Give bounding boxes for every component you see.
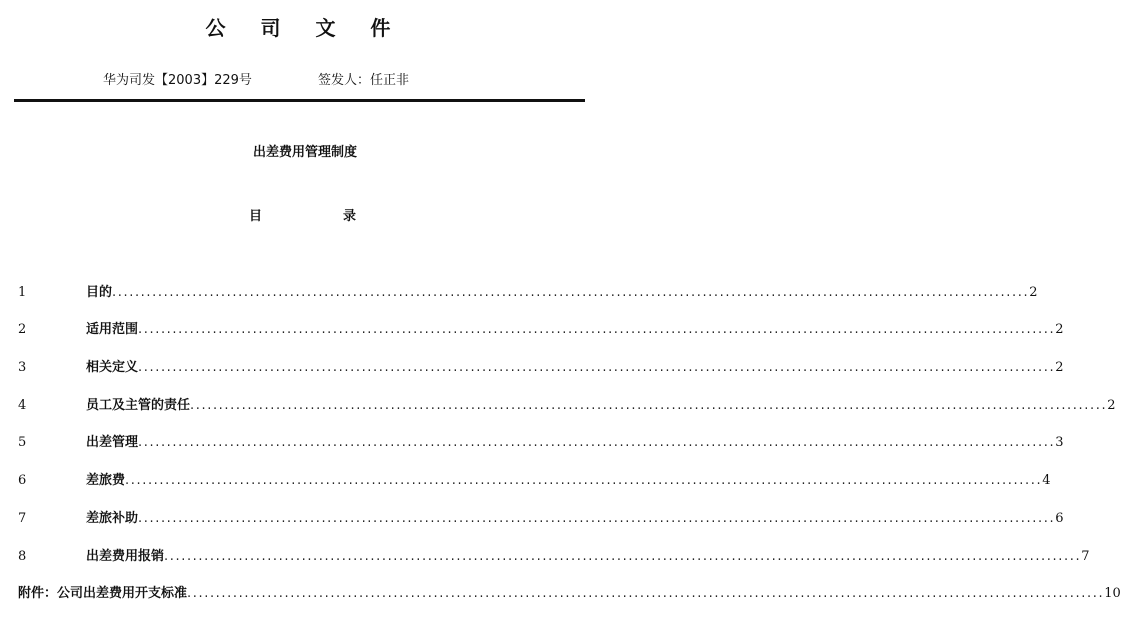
document-number: 华为司发【2003】229号 [103,73,252,88]
toc-entry-number: 5 [18,435,27,450]
toc-entry[interactable] [18,318,1064,338]
toc-entry[interactable] [18,545,1090,565]
toc-entry-label: 差旅补助 [86,511,139,526]
toc-leader-dots: ................................................................................................................................................................ [187,586,1105,601]
toc-entry-page: 7 [1081,549,1090,564]
toc-entry-page: 2 [1107,398,1116,413]
toc-leader-dots: ................................................................................................................................................................ [138,322,1056,337]
toc-entry[interactable] [18,507,1064,527]
toc-entry[interactable] [18,469,1051,489]
toc-entry-number: 4 [18,398,27,413]
toc-entry-page: 2 [1029,285,1038,300]
toc-entry-number: 3 [18,360,27,375]
toc-leader-dots: ................................................................................................................................................................ [138,435,1056,450]
toc-entry[interactable] [18,281,1038,301]
toc-heading-left: 目 [249,209,263,224]
toc-entry-number: 1 [18,285,27,300]
toc-entry-page: 3 [1055,435,1064,450]
toc-entry-page: 2 [1055,360,1064,375]
toc-leader-dots: ................................................................................................................................................................ [125,473,1043,488]
toc-heading-right: 录 [343,209,357,224]
toc-leader-dots: ................................................................................................................................................................ [164,549,1082,564]
issuer-line: 签发人：任正非 [318,73,410,88]
toc-leader-dots: ................................................................................................................................................................ [112,285,1030,300]
toc-entry-number: 6 [18,473,27,488]
document-title: 公 司 文 件 [205,16,405,40]
toc-entry[interactable] [18,431,1064,451]
toc-entry-page: 6 [1055,511,1064,526]
toc-appendix-page: 10 [1104,586,1121,601]
toc-entry-label: 员工及主管的责任 [86,398,191,413]
toc-leader-dots: ................................................................................................................................................................ [190,398,1108,413]
toc-entry-number: 2 [18,322,27,337]
toc-entry-label: 出差管理 [86,435,139,450]
toc-entry-page: 4 [1042,473,1051,488]
toc-entry-number: 8 [18,549,27,564]
header-divider [14,99,585,102]
toc-appendix-entry[interactable] [18,582,1121,602]
toc-entry-number: 7 [18,511,27,526]
document-subject: 出差费用管理制度 [252,145,357,160]
toc-leader-dots: ................................................................................................................................................................ [138,511,1056,526]
toc-entry-label: 目的 [86,285,113,300]
toc-entry-label: 差旅费 [86,473,126,488]
toc-entry-label: 适用范围 [86,322,139,337]
toc-entry[interactable] [18,394,1116,414]
toc-leader-dots: ................................................................................................................................................................ [138,360,1056,375]
toc-entry-label: 出差费用报销 [86,549,165,564]
toc-entry-page: 2 [1055,322,1064,337]
toc-entry[interactable] [18,356,1064,376]
toc-entry-label: 相关定义 [86,360,139,375]
toc-appendix-label: 附件：公司出差费用开支标准 [18,586,188,601]
